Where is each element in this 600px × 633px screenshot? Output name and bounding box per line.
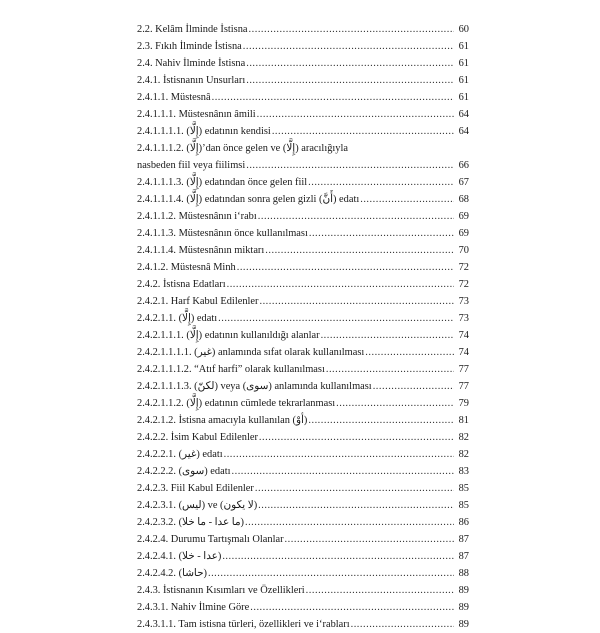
toc-entry-title: 2.4.1.1.2. Müstesnânın i‘rabı [137,211,257,222]
toc-entry-page: 61 [458,92,469,103]
toc-entry-page: 61 [458,58,469,69]
toc-entry-page: 73 [458,313,469,324]
toc-entry-title: 2.4.1.1.4. Müstesnânın miktarı [137,245,265,256]
toc-entry-title: 2.2. Kelâm İlminde İstisna [137,24,248,35]
toc-entry-title: 2.4.2.2.1. (غير) edatı [137,449,223,460]
dot-leader [232,463,454,480]
toc-entry[interactable] [137,599,469,616]
dot-leader [258,208,454,225]
toc-entry-title: 2.4. Nahiv İlminde İstisna [137,58,246,69]
toc-entry[interactable] [137,38,469,55]
toc-entry-page: 60 [458,24,469,35]
toc-entry-page: 69 [458,211,469,222]
toc-entry-page: 89 [458,619,469,630]
toc-entry-title: 2.4.2.1.1.1.2. “Atıf harfi” olarak kullanılması [137,364,325,375]
toc-entry-title: 2.4.1.1.1. Müstesnânın âmili [137,109,256,120]
dot-leader [258,497,454,514]
toc-entry-title: 2.4.2.4.2. (حاشا) [137,568,207,579]
toc-entry[interactable] [137,89,469,106]
dot-leader [259,293,454,310]
dot-leader [351,616,454,633]
toc-entry[interactable] [137,514,469,531]
toc-entry-page: 79 [458,398,469,409]
toc-entry[interactable] [137,259,469,276]
dot-leader [246,55,454,72]
dot-leader [285,531,454,548]
toc-entry-page: 88 [458,568,469,579]
toc-entry-page: 77 [458,364,469,375]
dot-leader [360,191,454,208]
toc-entry[interactable] [137,463,469,480]
dot-leader [365,344,454,361]
toc-entry-page: 72 [458,279,469,290]
toc-entry-page: 89 [458,585,469,596]
toc-entry-page: 61 [458,75,469,86]
toc-entry[interactable] [137,565,469,582]
toc-entry-page: 66 [458,160,469,171]
toc-entry-title: 2.4.1.1.3. Müstesnânın önce kullanılması [137,228,308,239]
toc-entry[interactable] [137,55,469,72]
dot-leader [218,310,454,327]
toc-entry-page: 82 [458,432,469,443]
toc-entry-page: 81 [458,415,469,426]
toc-entry-title: 2.4.1.1.1.2. (إِلَّا)’dan önce gelen ve (إِلَّا) aracılığıyla [137,143,348,154]
toc-entry-title: 2.4.2.1.1.1.1. (غير) anlamında sıfat olarak kullanılması [137,347,365,358]
dot-leader [272,123,454,140]
toc-entry-title: 2.4.3. İstisnanın Kısımları ve Özellikleri [137,585,305,596]
toc-entry-title: 2.3. Fıkıh İlminde İstisna [137,41,242,52]
toc-entry-title: 2.4.2. İstisna Edatları [137,279,226,290]
toc-entry[interactable] [137,21,469,38]
toc-entry-title: 2.4.2.1. Harf Kabul Edilenler [137,296,259,307]
dot-leader [249,21,454,38]
toc-entry-title: 2.4.1.1. Müstesnâ [137,92,211,103]
toc-entry[interactable] [137,208,469,225]
toc-entry[interactable] [137,361,469,378]
toc-entry-title: 2.4.1.2. Müstesnâ Minh [137,262,236,273]
toc-entry-title: 2.4.3.1. Nahiv İlmine Göre [137,602,250,613]
dot-leader [309,225,454,242]
toc-entry[interactable] [137,191,469,208]
dot-leader [222,548,454,565]
toc-entry[interactable] [137,497,469,514]
toc-entry[interactable] [137,344,469,361]
toc-entry-page: 61 [458,41,469,52]
toc-entry[interactable] [137,106,469,123]
dot-leader [308,174,454,191]
toc-entry-page: 73 [458,296,469,307]
dot-leader [224,446,454,463]
toc-entry-page: 70 [458,245,469,256]
toc-entry-title: 2.4.2.1.2. İstisna amacıyla kullanılan (أوْ) [137,415,308,426]
dot-leader [373,378,454,395]
dot-leader [250,599,454,616]
toc-entry-page: 67 [458,177,469,188]
toc-entry-title: 2.4.2.1.1.1. (إِلَّا) edatının kullanıldığı alanlar [137,330,320,341]
toc-entry[interactable] [137,123,469,140]
toc-entry[interactable] [137,412,469,429]
toc-entry-page: 87 [458,551,469,562]
toc-entry-page: 86 [458,517,469,528]
toc-entry-title: 2.4.1. İstisnanın Unsurları [137,75,246,86]
toc-entry-page: 64 [458,109,469,120]
toc-entry[interactable] [137,582,469,599]
toc-entry-title: 2.4.3.1.1. Tam istisna türleri, özellikleri ve i‘rabları [137,619,350,630]
toc-entry-page: 83 [458,466,469,477]
toc-entry[interactable] [137,327,469,344]
toc-entry[interactable] [137,140,469,157]
toc-entry[interactable] [137,276,469,293]
toc-entry[interactable] [137,429,469,446]
toc-entry[interactable] [137,157,469,174]
toc-entry[interactable] [137,293,469,310]
toc-entry-title: 2.4.2.1.1. (إِلَّا) edatı [137,313,218,324]
toc-entry-page: 74 [458,330,469,341]
toc-entry-title: 2.4.2.3.2. (ما عدا - ما خلا) [137,517,244,528]
toc-entry-page: 77 [458,381,469,392]
dot-leader [227,276,454,293]
dot-leader [326,361,454,378]
dot-leader [212,89,454,106]
dot-leader [245,514,454,531]
toc-entry[interactable] [137,242,469,259]
toc-entry[interactable] [137,174,469,191]
toc-entry[interactable] [137,395,469,412]
dot-leader [237,259,454,276]
toc-entry-title: 2.4.2.1.1.2. (إِلَّا) edatının cümlede tekrarlanması [137,398,336,409]
dot-leader [257,106,454,123]
dot-leader [321,327,454,344]
toc-entry-page: 64 [458,126,469,137]
dot-leader [308,412,454,429]
toc-entry[interactable] [137,548,469,565]
toc-entry-page: 85 [458,500,469,511]
dot-leader [255,480,454,497]
dot-leader [259,429,454,446]
toc-entry-page: 74 [458,347,469,358]
toc-entry[interactable] [137,616,469,633]
toc-entry[interactable] [137,310,469,327]
toc-entry-page: 68 [458,194,469,205]
toc-entry-page: 69 [458,228,469,239]
toc-entry-page: 89 [458,602,469,613]
toc-entry-page: 87 [458,534,469,545]
toc-entry-page: 82 [458,449,469,460]
toc-entry-title: 2.4.1.1.1.1. (إِلَّا) edatının kendisi [137,126,271,137]
table-of-contents [137,21,469,633]
toc-entry-title: 2.4.2.1.1.1.3. (لكنّ) veya (سوى) anlamında kullanılması [137,381,372,392]
toc-entry-title: 2.4.1.1.1.3. (إِلَّا) edatından önce gelen fiil [137,177,308,188]
toc-entry-title: nasbeden fiil veya fiilimsi [137,160,246,171]
toc-entry-title: 2.4.2.3.1. (ليس) ve (لا يكون) [137,500,258,511]
dot-leader [336,395,454,412]
dot-leader [306,582,454,599]
toc-entry-title: 2.4.2.4.1. (عدا - خلا) [137,551,222,562]
toc-entry-page: 72 [458,262,469,273]
dot-leader [246,157,454,174]
toc-entry-title: 2.4.2.4. Durumu Tartışmalı Olanlar [137,534,284,545]
dot-leader [208,565,454,582]
toc-entry[interactable] [137,225,469,242]
toc-entry[interactable] [137,480,469,497]
toc-entry[interactable] [137,378,469,395]
toc-entry-page: 85 [458,483,469,494]
toc-entry-title: 2.4.2.2. İsim Kabul Edilenler [137,432,258,443]
toc-entry-title: 2.4.2.2.2. (سوى) edatı [137,466,231,477]
dot-leader [243,38,454,55]
toc-entry[interactable] [137,531,469,548]
dot-leader [265,242,454,259]
toc-entry[interactable] [137,72,469,89]
toc-entry[interactable] [137,446,469,463]
toc-entry-title: 2.4.2.3. Fiil Kabul Edilenler [137,483,254,494]
toc-entry-title: 2.4.1.1.1.4. (إِلَّا) edatından sonra gelen gizli (أَنَّ) edatı [137,194,360,205]
dot-leader [246,72,454,89]
